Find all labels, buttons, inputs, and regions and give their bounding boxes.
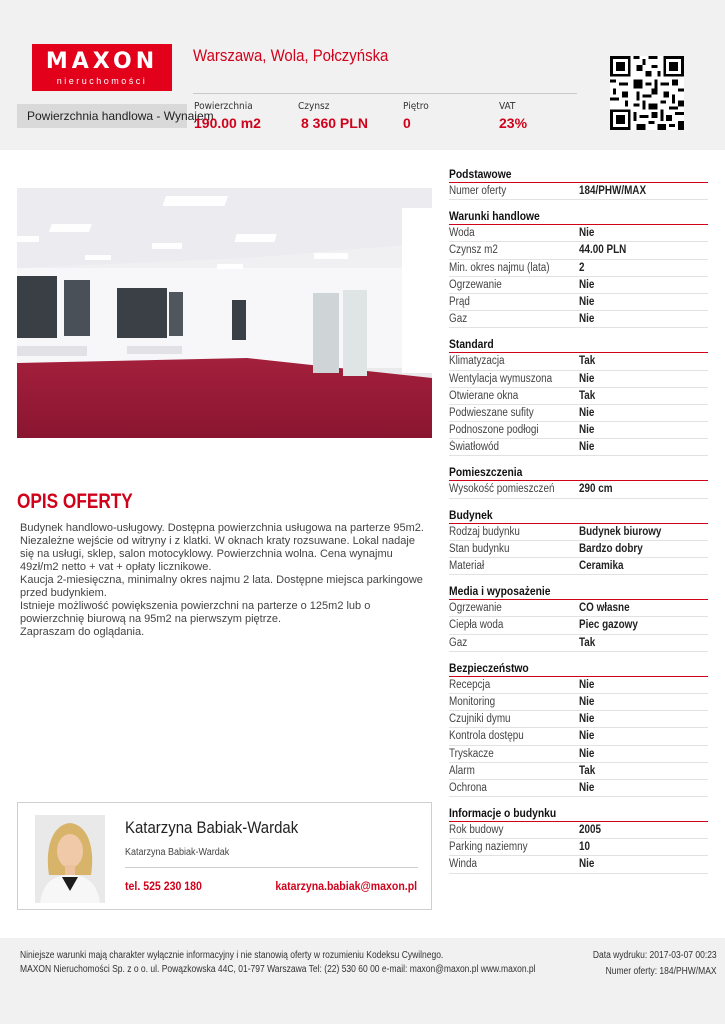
detail-label: [449, 763, 579, 779]
detail-label-text: Czujniki dymu: [449, 713, 511, 726]
property-photo[interactable]: [17, 188, 432, 438]
detail-label: [449, 600, 579, 616]
maxon-logo[interactable]: [32, 44, 172, 91]
detail-row: [449, 439, 708, 456]
detail-label: [449, 481, 579, 497]
detail-label-text: Wentylacja wymuszona: [449, 372, 553, 385]
detail-value-text: Nie: [579, 313, 595, 326]
detail-label-text: Numer oferty: [449, 185, 507, 197]
detail-label: [449, 746, 579, 762]
detail-row: [449, 353, 708, 370]
detail-value: [579, 600, 708, 616]
stat-area: [194, 101, 261, 131]
stat-label: Piętro: [403, 101, 429, 112]
stat-value: 0: [403, 115, 411, 131]
detail-row: [449, 225, 708, 242]
detail-value-text: Nie: [579, 678, 595, 691]
detail-value-text: Nie: [579, 713, 595, 726]
detail-value: [579, 856, 708, 872]
detail-label-text: Recepcja: [449, 678, 491, 691]
detail-row: [449, 617, 708, 634]
detail-value-text: Nie: [579, 730, 595, 743]
detail-value: [579, 183, 708, 199]
detail-value: [579, 242, 708, 258]
detail-label-text: Gaz: [449, 636, 468, 649]
detail-value: [579, 422, 708, 438]
details-section: [449, 208, 708, 328]
detail-value-text: Budynek biurowy: [579, 525, 662, 538]
detail-label: [449, 353, 579, 369]
detail-value-text: 44.00 PLN: [579, 244, 627, 257]
offer-type-badge: Powierzchnia handlowa - Wynajem: [17, 104, 187, 128]
details-section: [449, 336, 708, 456]
detail-label: [449, 780, 579, 796]
stat-label: Czynsz: [298, 101, 330, 112]
detail-label-text: Winda: [449, 858, 478, 871]
detail-value-text: Tak: [579, 636, 596, 649]
detail-label: [449, 371, 579, 387]
detail-value-text: Nie: [579, 278, 595, 291]
section-title: [449, 166, 708, 183]
detail-value-text: Nie: [579, 781, 595, 794]
detail-value-text: 2: [579, 261, 585, 274]
agent-phone-link[interactable]: tel. 525 230 180: [125, 879, 202, 893]
detail-row: [449, 839, 708, 856]
detail-label: [449, 524, 579, 540]
detail-label-text: Kontrola dostępu: [449, 730, 524, 743]
section-title-text: Podstawowe: [449, 167, 512, 181]
detail-row: [449, 311, 708, 328]
detail-label: [449, 422, 579, 438]
detail-label-text: Podwieszane sufity: [449, 406, 534, 419]
detail-value-text: Tak: [579, 389, 596, 402]
detail-value: [579, 481, 708, 497]
detail-label-text: Monitoring: [449, 695, 496, 708]
detail-label: [449, 728, 579, 744]
detail-value-text: Nie: [579, 424, 595, 437]
section-title-text: Standard: [449, 337, 494, 352]
detail-label: [449, 225, 579, 241]
detail-label-text: Parking naziemny: [449, 841, 528, 854]
page-footer: [0, 938, 725, 1024]
detail-value: [579, 311, 708, 327]
footer-offer-number: Numer oferty: 184/PHW/MAX: [605, 966, 717, 977]
stat-value: 23%: [499, 115, 528, 131]
agent-avatar: [35, 815, 105, 903]
detail-label: [449, 677, 579, 693]
section-title: [449, 208, 708, 225]
detail-label: [449, 617, 579, 633]
detail-value-text: Nie: [579, 858, 595, 871]
qr-code-icon: [610, 56, 684, 130]
detail-row: [449, 677, 708, 694]
detail-label-text: Rodzaj budynku: [449, 525, 520, 538]
detail-label-text: Tryskacze: [449, 747, 494, 760]
footer-company-info: MAXON Nieruchomości Sp. z o o. ul. Powązkowska 44C, 01-797 Warszawa Tel: (22) 530 60 00 e-mail: maxon@maxon.pl www.maxon.pl: [20, 964, 536, 975]
detail-label-text: Wysokość pomieszczeń: [449, 483, 555, 496]
detail-label: [449, 294, 579, 310]
detail-row: [449, 242, 708, 259]
detail-label-text: Min. okres najmu (lata): [449, 261, 550, 274]
stat-label: VAT: [499, 101, 516, 112]
property-details: [449, 166, 708, 882]
detail-label: [449, 711, 579, 727]
section-title: [449, 660, 708, 677]
detail-label-text: Otwierane okna: [449, 389, 519, 402]
location-divider: [193, 93, 577, 94]
description-text: Budynek handlowo-usługowy. Dostępna powierzchnia usługowa na parterze 95m2. Niezależne wejście od witryny i z klatki. W oknach kraty rozsuwane. Lokal nadaje się na usługi, sklep, salon motocyklowy. Powierzchnia wolna. Cena wynajmu 49zł/m2 netto + vat + opłaty licznikowe. Kaucja 2-miesięczna, minimalny okres najmu 2 lata. Dostępne miejsca parkingowe przed budynkiem. Istnieje możliwość powiększenia powierzchni na parterze o 125m2 lub o powierzchnię biurową na 95m2 na pierwszym piętrze. Zapraszam do oglądania.: [20, 522, 424, 638]
detail-value-text: Tak: [579, 764, 596, 777]
detail-label-text: Gaz: [449, 313, 468, 326]
detail-label: [449, 635, 579, 651]
stat-floor: [403, 101, 429, 131]
detail-value-text: Nie: [579, 295, 595, 308]
detail-label-text: Światłowód: [449, 441, 500, 454]
description-title: OPIS OFERTY: [17, 490, 133, 513]
detail-label-text: Ciepła woda: [449, 619, 504, 632]
agent-email-link[interactable]: katarzyna.babiak@maxon.pl: [275, 879, 417, 893]
detail-value: [579, 294, 708, 310]
logo-tagline: nieruchomości: [56, 76, 148, 86]
detail-row: [449, 371, 708, 388]
detail-value-text: 10: [579, 841, 591, 854]
stat-value: 190.00 m2: [194, 115, 261, 131]
details-section: [449, 660, 708, 797]
offer-location: Warszawa, Wola, Połczyńska: [193, 46, 389, 65]
detail-label: [449, 183, 579, 199]
agent-subtitle: Katarzyna Babiak-Wardak: [125, 847, 230, 858]
detail-row: [449, 694, 708, 711]
detail-value: [579, 260, 708, 276]
detail-label-text: Ochrona: [449, 781, 487, 794]
detail-label: [449, 839, 579, 855]
detail-value-text: Nie: [579, 747, 595, 760]
agent-divider: [125, 867, 418, 868]
footer-print-date: Data wydruku: 2017-03-07 00:23: [593, 950, 717, 961]
details-section: [449, 166, 708, 200]
details-section: [449, 805, 708, 874]
detail-label-text: Czynsz m2: [449, 244, 498, 257]
logo-wordmark: MAXON: [45, 49, 159, 74]
detail-row: [449, 541, 708, 558]
detail-value-text: Piec gazowy: [579, 619, 638, 632]
detail-label: [449, 856, 579, 872]
detail-label-text: Rok budowy: [449, 824, 504, 837]
detail-value-text: Tak: [579, 355, 596, 368]
detail-value-text: 184/PHW/MAX: [579, 185, 647, 197]
detail-label-text: Podnoszone podłogi: [449, 424, 539, 437]
detail-row: [449, 558, 708, 575]
detail-label-text: Klimatyzacja: [449, 355, 505, 368]
detail-row: [449, 405, 708, 422]
detail-value-text: Nie: [579, 406, 595, 419]
detail-label-text: Woda: [449, 227, 475, 240]
detail-label: [449, 558, 579, 574]
detail-label: [449, 405, 579, 421]
detail-row: [449, 856, 708, 873]
detail-label: [449, 388, 579, 404]
detail-value: [579, 524, 708, 540]
detail-row: [449, 524, 708, 541]
detail-value: [579, 617, 708, 633]
detail-value: [579, 839, 708, 855]
detail-label: [449, 260, 579, 276]
footer-disclaimer: Niniejsze warunki mają charakter wyłącznie informacyjny i nie stanowią oferty w rozumieniu Kodeksu Cywilnego.: [20, 950, 444, 961]
detail-label-text: Prąd: [449, 295, 470, 308]
stat-value: 8 360 PLN: [301, 115, 368, 131]
detail-value: [579, 439, 708, 455]
detail-value: [579, 677, 708, 693]
section-title-text: Informacje o budynku: [449, 806, 557, 821]
detail-value: [579, 225, 708, 241]
detail-value: [579, 277, 708, 293]
detail-row: [449, 294, 708, 311]
detail-row: [449, 481, 708, 498]
detail-value: [579, 711, 708, 727]
stat-label: Powierzchnia: [194, 101, 253, 112]
section-title: [449, 507, 708, 524]
detail-label: [449, 311, 579, 327]
stat-vat: [499, 101, 527, 131]
section-title-text: Budynek: [449, 507, 493, 522]
detail-row: [449, 277, 708, 294]
detail-value: [579, 763, 708, 779]
detail-value: [579, 558, 708, 574]
detail-label: [449, 541, 579, 557]
detail-value: [579, 728, 708, 744]
section-title-text: Bezpieczeństwo: [449, 660, 529, 675]
details-section: [449, 583, 708, 652]
detail-label: [449, 439, 579, 455]
section-title: [449, 336, 708, 353]
detail-value: [579, 541, 708, 557]
detail-label-text: Alarm: [449, 764, 475, 777]
detail-value-text: Ceramika: [579, 560, 624, 572]
detail-value: [579, 822, 708, 838]
section-title: [449, 805, 708, 822]
detail-label-text: Ogrzewanie: [449, 602, 502, 615]
details-section: [449, 464, 708, 498]
detail-label-text: Stan budynku: [449, 542, 510, 555]
detail-row: [449, 600, 708, 617]
detail-label: [449, 277, 579, 293]
stat-rent: [298, 101, 368, 131]
detail-value: [579, 635, 708, 651]
section-title-text: Media i wyposażenie: [449, 584, 551, 599]
detail-value-text: Nie: [579, 441, 595, 454]
detail-label: [449, 242, 579, 258]
detail-value: [579, 388, 708, 404]
detail-row: [449, 260, 708, 277]
detail-row: [449, 711, 708, 728]
detail-label: [449, 694, 579, 710]
detail-row: [449, 422, 708, 439]
detail-label-text: Materiał: [449, 560, 485, 572]
section-title: [449, 583, 708, 600]
detail-value-text: Nie: [579, 372, 595, 385]
detail-row: [449, 822, 708, 839]
section-title-text: Pomieszczenia: [449, 465, 523, 480]
detail-value: [579, 405, 708, 421]
detail-value: [579, 694, 708, 710]
detail-value-text: Nie: [579, 227, 595, 240]
detail-value: [579, 746, 708, 762]
detail-value: [579, 353, 708, 369]
agent-card: [17, 802, 432, 910]
agent-name: Katarzyna Babiak-Wardak: [125, 818, 299, 837]
detail-value-text: 2005: [579, 824, 602, 837]
details-section: [449, 507, 708, 576]
detail-row: [449, 183, 708, 200]
detail-value-text: Bardzo dobry: [579, 542, 643, 555]
page-header: [0, 0, 725, 150]
detail-row: [449, 635, 708, 652]
section-title: [449, 464, 708, 481]
detail-row: [449, 763, 708, 780]
detail-row: [449, 780, 708, 797]
detail-value-text: Nie: [579, 695, 595, 708]
detail-label: [449, 822, 579, 838]
detail-value: [579, 371, 708, 387]
detail-value-text: CO własne: [579, 602, 630, 615]
detail-label-text: Ogrzewanie: [449, 278, 502, 291]
detail-value: [579, 780, 708, 796]
section-title-text: Warunki handlowe: [449, 209, 540, 224]
detail-row: [449, 728, 708, 745]
detail-value-text: 290 cm: [579, 483, 613, 496]
detail-row: [449, 746, 708, 763]
detail-row: [449, 388, 708, 405]
